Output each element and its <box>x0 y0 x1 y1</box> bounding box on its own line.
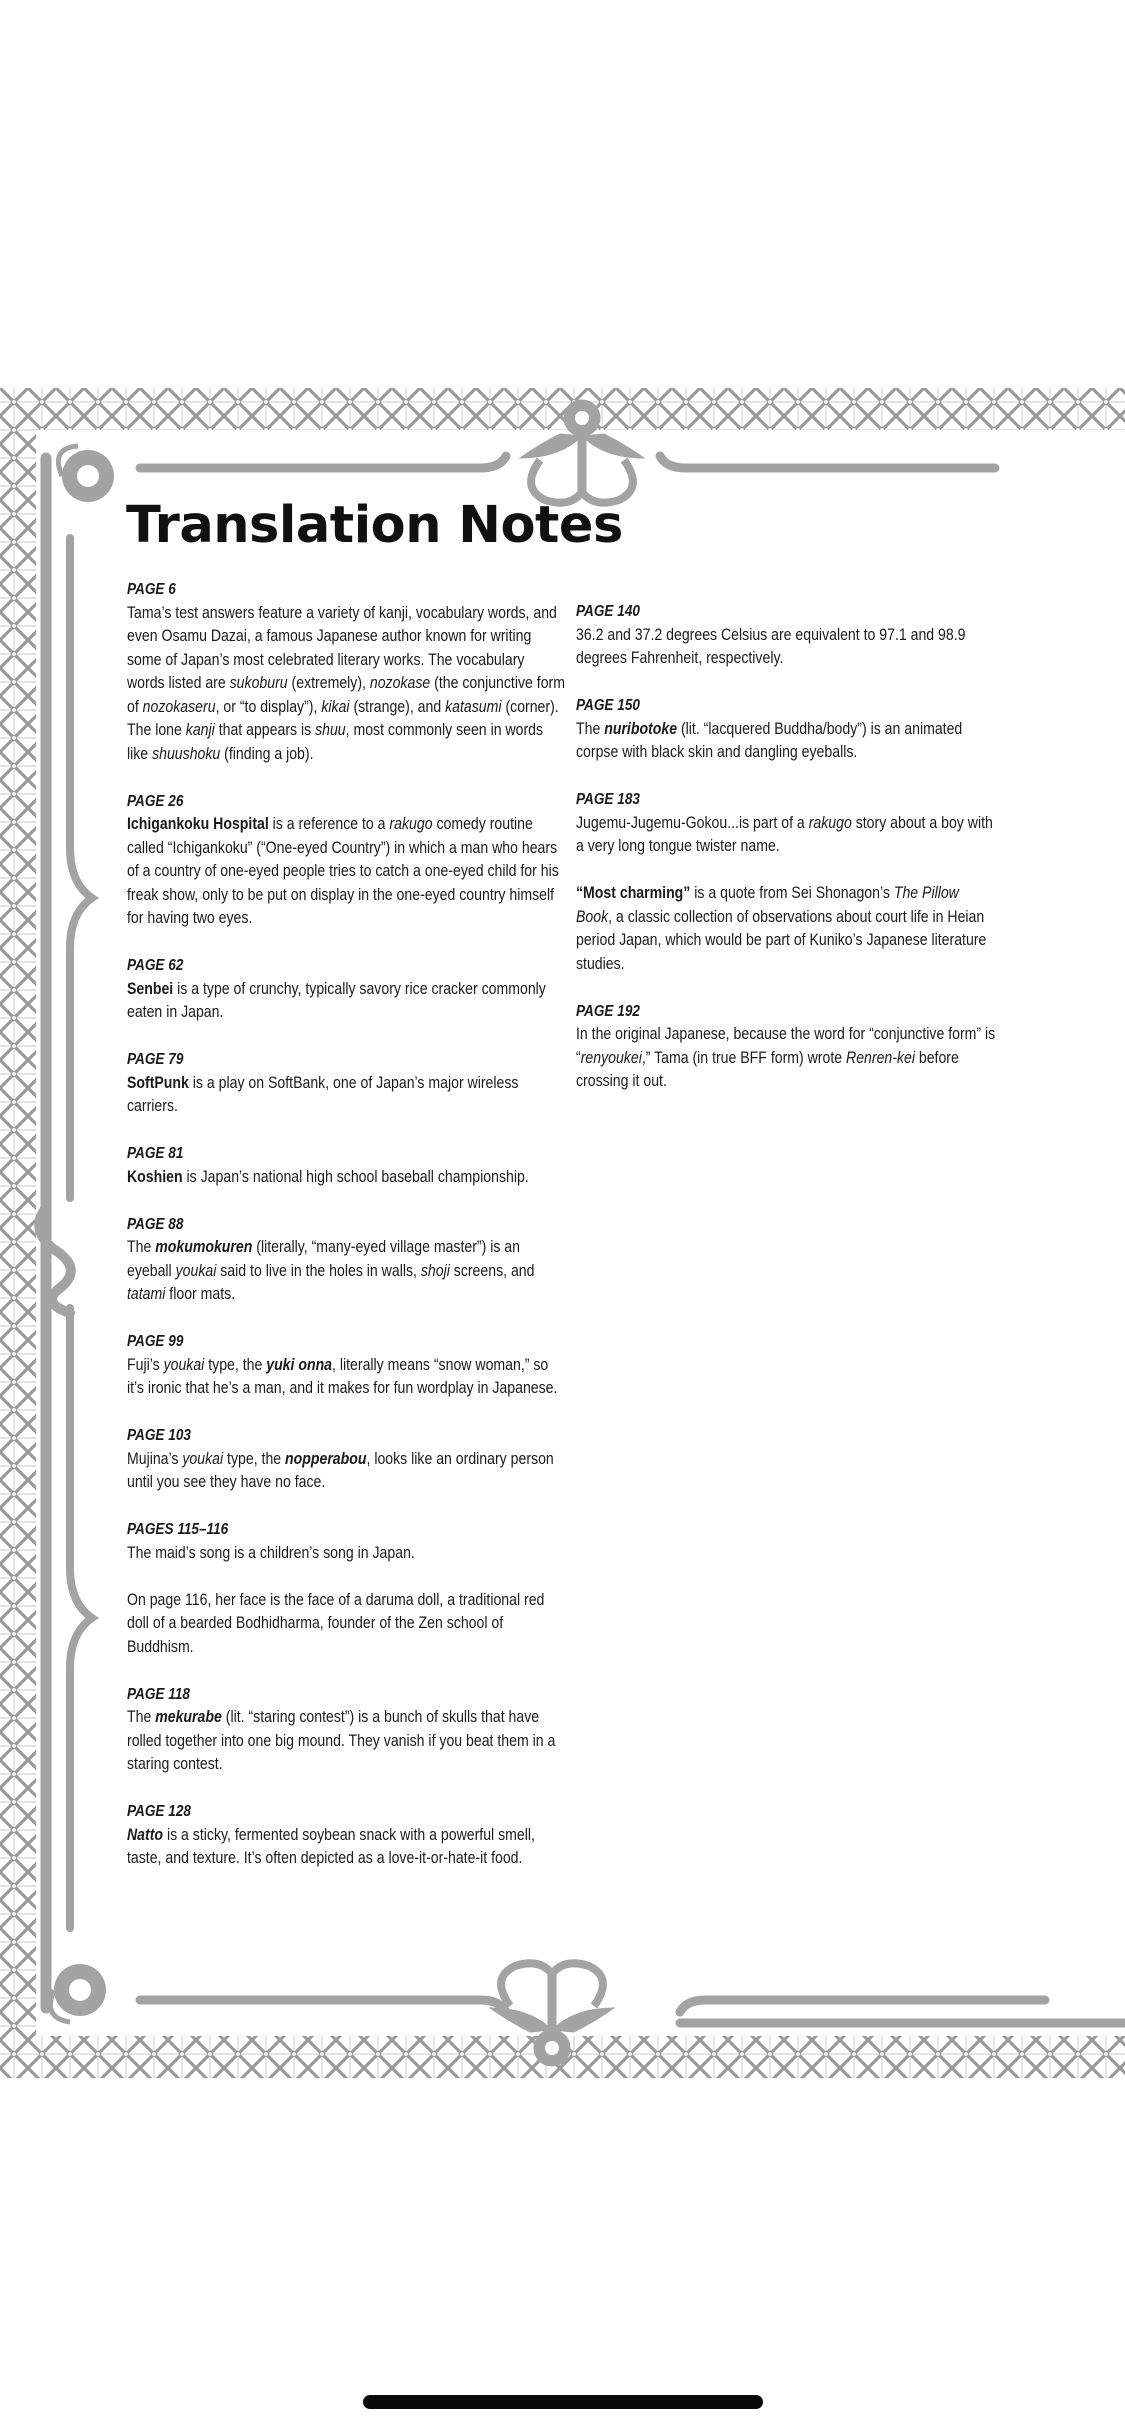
note-text: story about a boy with a very long tongue twister name. <box>576 813 993 855</box>
note-paragraph <box>576 882 997 976</box>
emphasized-term: kanji <box>185 721 215 739</box>
translation-note <box>127 1213 566 1307</box>
emphasized-term: rakugo <box>808 813 852 832</box>
emphasized-term: katasumi <box>445 697 502 716</box>
note-text: The <box>127 1708 156 1726</box>
emphasized-term: rakugo <box>389 815 433 833</box>
note-page-number: PAGE 26 <box>127 792 184 810</box>
emphasized-term: youkai <box>175 1261 217 1280</box>
note-text: (corner). The lone <box>127 697 559 739</box>
emphasized-term: shuushoku <box>152 744 221 763</box>
emphasized-term: nozokase <box>369 674 431 692</box>
translation-note <box>127 578 566 766</box>
emphasized-term: shoji <box>420 1261 450 1280</box>
translation-note <box>576 788 997 976</box>
emphasized-term: kikai <box>321 697 350 716</box>
note-text: Jugemu-Jugemu-Gokou...is part of a <box>576 813 809 832</box>
note-text: screens, and <box>449 1261 535 1280</box>
note-text: The <box>127 1238 156 1256</box>
note-text: The maid’s song is a children’s song in Japan. <box>127 1543 415 1562</box>
note-paragraph <box>127 1706 566 1777</box>
emphasized-term: nuribotoke <box>604 719 678 738</box>
note-text: is Japan’s national high school baseball championship. <box>182 1167 529 1186</box>
translation-note <box>127 1424 566 1495</box>
emphasized-term: Ichigankoku Hospital <box>127 815 269 833</box>
emphasized-term: youkai <box>163 1355 205 1374</box>
note-page-number: PAGE 140 <box>576 603 640 620</box>
note-text: floor mats. <box>165 1285 236 1303</box>
note-text: (literally, “many-eyed village master”) is an eyeball <box>127 1238 520 1280</box>
note-text: before crossing it out. <box>576 1048 959 1090</box>
note-text: Fuji’s <box>127 1355 164 1374</box>
emphasized-term: SoftPunk <box>127 1073 189 1092</box>
note-page-number: PAGE 88 <box>127 1215 184 1233</box>
home-indicator[interactable] <box>363 2395 763 2409</box>
note-paragraph <box>576 718 997 765</box>
note-text: , or “to display”), <box>215 697 322 716</box>
page-title: Translation Notes <box>126 496 623 555</box>
emphasized-term: Koshien <box>127 1167 183 1186</box>
note-text: is a play on SoftBank, one of Japan’s major wireless carriers. <box>127 1073 519 1115</box>
note-paragraph <box>127 602 566 767</box>
note-text: comedy routine called “Ichigankoku” (“One-eyed Country”) in which a man who hears of a country of one-eyed people tries to catch a one-eyed child for his freak show, only to be put on display in the one-eyed country himself for having two eyes. <box>127 815 559 927</box>
emphasized-term: nozokaseru <box>142 697 216 716</box>
translation-note <box>127 1330 566 1401</box>
emphasized-term: tatami <box>127 1285 166 1303</box>
note-text: ,” Tama (in true BFF form) wrote <box>641 1048 847 1067</box>
note-paragraph <box>127 1236 566 1307</box>
note-text: (extremely), <box>287 674 370 692</box>
note-text: is a sticky, fermented soybean snack with a powerful smell, taste, and texture. It’s often depicted as a love-it-or-hate-it food. <box>127 1825 535 1867</box>
emphasized-term: mokumokuren <box>155 1238 253 1256</box>
note-page-number: PAGE 79 <box>127 1051 184 1068</box>
note-paragraph <box>127 1824 566 1871</box>
emphasized-term: “Most charming” <box>576 884 691 902</box>
note-text: is a quote from Sei Shonagon’s <box>690 884 894 902</box>
note-page-number: PAGE 62 <box>127 957 184 974</box>
emphasized-term: mekurabe <box>155 1708 222 1726</box>
translation-note <box>576 694 997 765</box>
note-page-number: PAGE 81 <box>127 1145 184 1162</box>
note-paragraph <box>127 1354 566 1401</box>
note-text: Mujina’s <box>127 1449 183 1468</box>
note-paragraph <box>127 1542 566 1566</box>
emphasized-term: nopperabou <box>285 1449 367 1468</box>
translation-note <box>127 790 566 931</box>
note-page-number: PAGE 118 <box>127 1685 190 1703</box>
note-text: Tama’s test answers feature a variety of kanji, vocabulary words, and even Osamu Dazai, a famous Japanese author known for writing some of Japan’s most celebrated literary works. The vocabulary words listed are <box>127 603 557 692</box>
note-text: , literally means “snow woman,” so it’s ironic that he’s a man, and it makes for fun wordplay in Japanese. <box>127 1355 558 1397</box>
note-text: is a type of crunchy, typically savory rice cracker commonly eaten in Japan. <box>127 979 546 1021</box>
note-text: , looks like an ordinary person until you see they have no face. <box>127 1449 554 1491</box>
translation-note <box>127 1800 566 1871</box>
translation-note <box>127 954 566 1025</box>
note-paragraph <box>127 1448 566 1495</box>
note-paragraph <box>576 812 997 859</box>
translation-note <box>127 1683 566 1777</box>
note-paragraph <box>576 624 997 671</box>
notes-column-right <box>576 600 997 1117</box>
note-page-number: PAGE 6 <box>127 581 176 598</box>
note-text: (lit. “staring contest”) is a bunch of skulls that have rolled together into one big mound. They vanish if you beat them in a staring contest. <box>127 1708 556 1773</box>
note-text: The <box>576 719 605 738</box>
note-text: type, the <box>223 1449 286 1468</box>
emphasized-term: youkai <box>182 1449 224 1468</box>
translation-note <box>576 600 997 671</box>
note-text: (lit. “lacquered Buddha/body”) is an animated corpse with black skin and dangling eyeballs. <box>576 719 963 761</box>
emphasized-term: shuu <box>315 721 346 739</box>
note-paragraph <box>127 1166 566 1190</box>
note-text: that appears is <box>214 721 316 739</box>
emphasized-term: The Pillow Book <box>576 884 959 926</box>
translation-note <box>576 1000 997 1094</box>
emphasized-term: Senbei <box>127 979 174 998</box>
note-page-number: PAGE 150 <box>576 697 640 714</box>
emphasized-term: renyoukei <box>580 1048 642 1067</box>
note-paragraph <box>127 813 566 931</box>
note-paragraph <box>127 1072 566 1119</box>
note-text: 36.2 and 37.2 degrees Celsius are equivalent to 97.1 and 98.9 degrees Fahrenheit, respectively. <box>576 625 966 667</box>
note-text: is a reference to a <box>268 815 390 833</box>
emphasized-term: yuki onna <box>266 1355 333 1374</box>
note-text: , most commonly seen in words like <box>127 721 544 763</box>
note-page-number: PAGE 128 <box>127 1803 191 1820</box>
note-text: (the conjunctive form of <box>127 674 565 716</box>
emphasized-term: sukoburu <box>229 674 288 692</box>
note-text: (finding a job). <box>220 744 314 763</box>
translation-note <box>127 1518 566 1659</box>
note-page-number: PAGE 192 <box>576 1002 640 1020</box>
emphasized-term: Natto <box>127 1825 164 1844</box>
note-text: (strange), and <box>349 697 446 716</box>
emphasized-term: Renren-kei <box>846 1048 915 1067</box>
notes-column-left <box>127 578 566 1894</box>
note-page-number: PAGE 183 <box>576 791 640 808</box>
note-page-number: PAGE 103 <box>127 1427 191 1444</box>
note-text: In the original Japanese, because the word for “conjunctive form” is “ <box>576 1025 996 1067</box>
note-text: said to live in the holes in walls, <box>216 1261 421 1280</box>
note-paragraph <box>576 1023 997 1094</box>
note-text: On page 116, her face is the face of a daruma doll, a traditional red doll of a bearded Bodhidharma, founder of the Zen school of Buddhism. <box>127 1590 545 1656</box>
translation-note <box>127 1048 566 1119</box>
manga-page <box>0 388 1125 2078</box>
note-text: , a classic collection of observations about court life in Heian period Japan, which would be part of Kuniko’s Japanese literature studies. <box>576 907 987 973</box>
note-paragraph <box>127 1589 566 1660</box>
note-page-number: PAGES 115–116 <box>127 1521 229 1538</box>
note-page-number: PAGE 99 <box>127 1333 184 1350</box>
note-text: type, the <box>204 1355 267 1374</box>
note-paragraph <box>127 978 566 1025</box>
translation-note <box>127 1142 566 1189</box>
